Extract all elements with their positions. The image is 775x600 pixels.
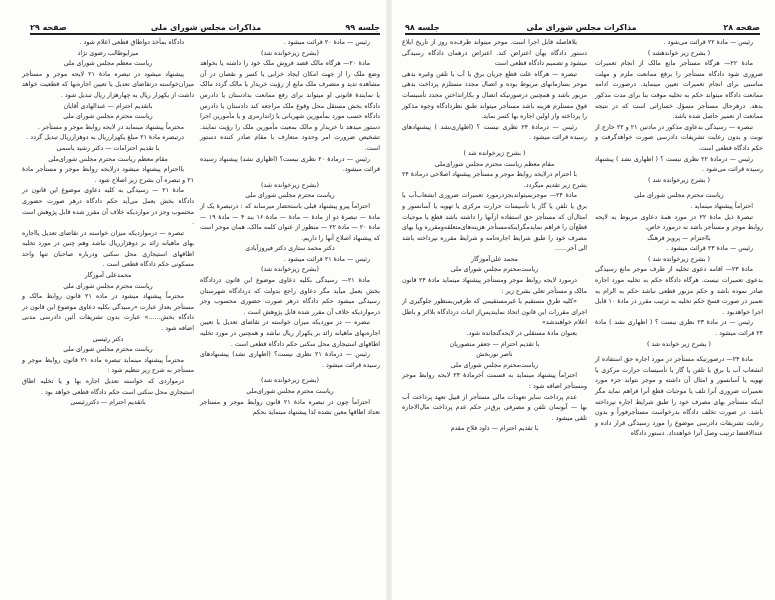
paragraph: درمورد لایحه روابط موجر ومستأجر پیشنهاد مینماید مادهٔ ۲۴ قانون مالک و مستأجر تعلی بشرح زیر : xyxy=(402,277,587,295)
centered-line: بااحترام — پرویز فرهنگ xyxy=(647,234,711,242)
centered-line: ریاست‌محترم مجلس شورای ملی xyxy=(450,361,539,369)
paragraph: تبصرهٔ ذیل مادهٔ ۲۲ در مورد همهٔ دعاوی مربوط به لایحه روابط موجر و مستأجر باشد نه درمورد خاص. xyxy=(595,213,763,232)
centered-line: (بشرح زیرخوانده شد) xyxy=(261,49,319,57)
centered-line: ( بشرح زیرخوانده شد ) xyxy=(463,149,526,157)
header-rule xyxy=(30,33,380,35)
paragraph: رئیس — درمادهٔ ۲۰ نظری نیست؟ (اظهاری نشد) پیشنهاد رسیده قرائت میشود. xyxy=(200,155,380,174)
text-column-left xyxy=(22,38,194,409)
centered-line: مقام معظم ریاست محترم مجلس شورای‌ملی xyxy=(48,155,168,163)
centered-line: ( بشرح زیرخوانده شد ) xyxy=(648,176,710,184)
paragraph: مادهٔ ۲۴— درصورتیکه مستأجر در مورد اجاره حق استفاده از انشعاب آب یا برق یا تلفن یا گاز یا تأسیسات حرارت مرکزی یا تهویه یا آسانسور و امثال آن داشته و موجر نتواند جزء مورد تعمیرات ضروری آنرا تلف یا موجبات قطع آنرا فراهم نماید مگر اینکه مستأجر بهای مصرف خود را طبق شرایط اجاره نپرداخته باشد. در صورت تخلف دادگاه بدرخواست مستأجرفوراً و بدون رعایت تشریفات دادرسی موضوع را مورد رسیدگی قرار داده و عندالاقتضا ترتیب وصل آنرا خواهدداد. دستور دادگاه xyxy=(595,356,763,438)
centered-line: ریاست محترم مجلس شورای ملی xyxy=(245,192,335,200)
centered-line: باتقدیم احترام — عبدالهادی آقایان xyxy=(63,102,153,110)
paragraph: مادهٔ ۲۲— هرگاه مستأجر مانع مالک از انجام تعمیرات ضروری شود دادگاه مستأجر را برفع ممانعت ملزم و مهلت مناسبی برای انجام تعمیرات تعیین مینماید. درصورت ادامه ممانعت دادگاه میتواند حکم به تخلیه موقت بنا برای مدت مذکور بدهد. درهرحال مستأجر مسؤل خساراتی است که در نتیجه ممانعت از تعمیر حاصل شده باشد. xyxy=(595,60,763,121)
book-gutter xyxy=(386,0,392,600)
centered-line: ریاست محترم مجلس شورای ملی xyxy=(63,346,153,354)
centered-line: ریاست محترم مجلس شورای‌ملی xyxy=(246,388,334,395)
session-number: جلسه ۹۹ xyxy=(345,22,380,32)
paragraph: درمواردی که خواسته تعدیل اجاره بها و یا تخلیه اطاق استیجاری محل سکنی است حکم دادگاه قطعی خواهد بود . xyxy=(22,378,194,396)
running-title: مذاکرات مجلس شورای ملی xyxy=(150,22,262,32)
page-number: صفحه ۲۸ xyxy=(723,22,760,32)
paragraph: مادهٔ ۲۱ — رسیدگی به کلیه دعاوی موضوع این قانون در دادگاه بخش بعمل می‌آید حکم دادگاه درهر صورت حضوری محسوب وجز در مواردیکه خلاف آن مقرر شده قابل پژوهش است . xyxy=(22,187,194,227)
centered-line: دکتر رئیسی xyxy=(92,335,124,343)
centered-line: محمد علی‌آموزگار xyxy=(471,255,518,263)
paragraph: رئیس — مادهٔ ۲۲ قرائت می‌شود . xyxy=(663,39,753,46)
centered-line: ریاست محترم مجلس شورای ملی xyxy=(63,282,153,290)
paragraph: محترماً پیشنهاد میشود در ماده ۲۱ قانون روابط مالک و مستأجر بعداز عبارت «رسیدگی بکلیه دعاوی موضوع این قانون در دادگاه بخش......» عبارت بدون تشریفات آئین دادرسی مدنی اضافه شود . xyxy=(22,293,194,333)
paragraph: مادهٔ ۲۴— موجرنمیتواندبجزدرمورد تعمیرات ضروری انشعاب‌آب یا برق یا تلفن یا گاز یا تأسیسات حرارت مرکزی یا تهویه یا آسانسور و امثال‌آن که مستأجر حق استفاده ازآنها را داشته باشد قطع یا موجبات قطع‌آن را فراهم نماید‌مگراینکه‌مستأجر هزینه‌های‌متعلقه‌ومقرره ویا بهای مصرف خود را طبق شرایط اجاره‌نامه و شرایط مقرره نپرداخته باشد الی آخر...... xyxy=(402,192,587,253)
paragraph: تبصره — هرگاه علت قطع جریان برق یا آب یا تلفن وغیره بدهی موجر بسازمانهای مربوط بوده و اتصال مجدد مستلزم پرداخت بدهی مزبور باشد و همچنین درصورتیکه اتصال و بکارانداختن مجدد تأسیسات فوق مستلزم هزینه باشد مستأجر میتواند طبق نظردادگاه وجوه مذکور را پرداخته واز اولین اجاره بها کسر نماید. xyxy=(402,70,587,121)
paragraph: بااحترام پیشنهاد میشود درلایحه روابط موجر و مستأجر مادهٔ ۲۱ و تبصره آن بشرح زیر اصلاح شود . xyxy=(22,166,194,184)
centered-line: با تقدیم احترامات — دکتر رشید یاسمی xyxy=(56,144,160,152)
paragraph: تبصره — در موردیکه میزان خواسته در تقاضای تعدیل یا تعیین اجاره‌بهای ماهیانه زائد بر یکهزار ریال نباشد و همچنین در مورد تخلیه اطاقهای استیجاری محل سکنی حکم دادگاه قطعی است . xyxy=(200,319,380,348)
paragraph: احتراماً چون در تبصره مادهٔ ۲۱ قانون روابط موجر و مستاجر تعداد اطاقها معین نشده لذا پیشنهاد مینماید بحکم xyxy=(200,398,380,417)
running-title: مذاکرات مجلس شورای ملی xyxy=(526,22,637,32)
paragraph: مادهٔ ۲۱— رسیدگی بکلیه دعاوی موضوع این قانون دردادگاه بخش بعمل میآید مگر دعاوی راجع بدولت که دردادگاه شهرستان رسیدگی میشود حکم دادگاه درهر صورت حضوری محسوب وجز درمواردیکه خلاف آن مقرر شده قابل پژوهش است . xyxy=(200,277,380,316)
page-header xyxy=(30,20,380,34)
centered-line: ریاست‌محترم مجلس شورای ملی xyxy=(450,266,539,274)
centered-line: با تقدیم احترام — داود فلاح مقدم xyxy=(450,425,539,433)
paragraph: رئیس — مادهٔ ۲۳ قرائت میشود . xyxy=(666,245,753,253)
centered-line: دکتر محمد ستاری دکتر فیروزآبادی xyxy=(245,245,335,253)
paragraph: بعنوان مادهٔ مستقلی در لایحه‌گنجانده شود. xyxy=(466,330,577,338)
centered-line: ریاست محترم مجلس شورای ملی xyxy=(634,192,724,200)
paragraph: تبصره — رسیدگی بدعاوی مذکور در مادتین ۲۱ و ۲۲ خارج از نوبت و بدون رعایت تشریفات دادرسی صورت خواهدگرفت و حکم دادگاه قطعی است. xyxy=(595,123,763,152)
paragraph: دادگاه بمأخذ دواطاق قطعی اعلام شود . xyxy=(79,39,184,46)
centered-line: ریاست محترم مجلس شورای ملی xyxy=(63,113,153,121)
text-column-left xyxy=(402,38,587,435)
paragraph: مادهٔ ۲۳— اقامه دعوی تخلیه از طرف موجر مانع رسیدگی بدعوی تعمیرات نیست. هرگاه دادگاه حکم به تخلیه مورد اجاره صادر نموده باشد و حکم مزبور قطعی نباشد حکم به الزام به تعمیر در صورت فسخ حکم تخلیه به ترتیب مقرر در مادهٔ ۱۰ قابل اجرا خواهدبود . xyxy=(595,266,764,316)
text-column-right xyxy=(595,38,763,440)
paragraph: «کلیه طرق مستقیم یا غیرمستقیمی که طرفین‌بمنظور جلوگیری از اجرای مقررات این قانون اتخاذ نمایندپس‌از اثبات دردادگاه بلااثر و باطل اعلام خواهندشد» xyxy=(402,298,587,327)
paragraph: رئیس — درمادهٔ ۲۲ نظری نیست ؟ ( اظهاری نشد ) پیشنهاد رسیده قرائت می‌شود . xyxy=(595,155,763,174)
centered-line: با تقدیم احترام — جعفر منصوریان xyxy=(449,340,540,348)
paragraph: احتراماً پیشنهاد مینماید به قسمت آخرمادهٔ ۲۴ لایحه روابط موجر ومستأجر اضافه شود : xyxy=(402,372,587,390)
text-column-right xyxy=(200,38,380,419)
right-page xyxy=(390,0,775,600)
centered-line: (بشرح زیرخوانده شد) xyxy=(261,181,319,189)
paragraph: رئیس — درمادهٔ ۲۱ نظری نیست؟ (اظهاری نشد) پیشنهادهای رسیده قرائت میشود . xyxy=(200,351,380,369)
paragraph: محترماً پیشنهاد مینماید در لایحه روابط موجر و مستأجر . xyxy=(37,123,184,131)
centered-line: ریاست معظم مجلس شورای ملی xyxy=(63,60,153,68)
centered-line: ( بشرح زیرخوانده شد ) xyxy=(648,255,710,263)
paragraph: با احترام درلایحه روابط موجر و مستأجر پیشنهاد اصلاحی درمادهٔ ۲۴ بشرح زیر تقدیم میگردد. xyxy=(402,171,587,189)
paragraph: تبصره — درمواردیکه میزان خواسته در تقاضای تعدیل یااجاره بهای ماهیانه زائد بر دوهزارریال نباشد وهم چنین در مورد تخلیه اطاقهای استیجاری محل سکنی ودرباره صاحبان تنها واحد مسکونی حکم دادگاه قطعی است . xyxy=(22,229,194,269)
paragraph: احتراماً پیشنهاد مینماید . xyxy=(690,202,753,210)
page-header xyxy=(405,20,760,34)
session-number: جلسه ۹۸ xyxy=(405,22,440,32)
page-number: صفحه ۲۹ xyxy=(30,22,67,32)
paragraph: احتراماً پیرو پیشنهاد قبلی باستحضار میرساند که : درتبصرهٔ یک از مادهٔ — تبصرهٔ دو از مادهٔ — مادهٔ — مادهٔ ۱۶ بند ۴ — مادهٔ ۱۹ — مادهٔ ۲۰ — مادهٔ ۲۲ — منظور از عنوان کلمه مالک، همان موجر است که پیشنهاد اصلاح آنها را داریم. xyxy=(200,202,380,242)
centered-line: ( بشرح زیر خواندهشد ) xyxy=(647,49,711,57)
centered-line: میرابوطالب رضوی نژاد xyxy=(77,49,139,57)
centered-line: ناصر نوربخش xyxy=(476,351,513,359)
centered-line: (بشرح زیرخوانده شد) xyxy=(261,377,319,385)
paragraph: رئیس — مادهٔ ۲۱ قرائت میشود . xyxy=(283,255,370,263)
paragraph: درتبصره مادهٔ ۲۱ مبلغ یکهزارریال به دوهزارریال تبدیل گردد . xyxy=(26,134,184,142)
paragraph: پیشنهاد میشود در تبصره مادهٔ ۲۱ لایحه موجر و مستأجر میزان‌خواسته درتقاضای تعدیل یا تعیین اجاره‌بها که قطعیت خواهد داشت از یکهزار ریال به چهارهزار ریال تبدیل شود . xyxy=(22,70,194,99)
centered-line: محمدعلی آموزگار xyxy=(84,272,132,280)
paragraph: رئیس — درمادهٔ ۲۴ نظری نیست ؟ (اظهاری‌نشد ) پیشنهادهای رسیده قرائت میشود . xyxy=(402,123,587,142)
centered-line: باتقدیم احترام — دکتررئیسی xyxy=(70,399,146,407)
paragraph: مادهٔ ۲۰— هرگاه مالک قصد فروش ملک خود را داشته یا بخواهد وضع ملک را از جهت امکان ایجاد خرابی یا کسر و نقصان در آن مشاهده تدید و متصرف ملک مانع از رؤیت خریدار یا مالک گردد مالک یا نمایندهٔ قانونی او میتواند برای رفع ممانعت بدادستان یا دادرس دادگاه بخش مستقل محل وقوع ملک مراجعه کند دادستان یا دادرس دادگاه حسب مورد بمأمورین شهربانی یا ژاندارمری و یا مأمورین اجرا دستور میدهد تا خریدار و مالک بمعیت مأمورین ملک را رؤیت نمایند. تشخیص ضرورت امر وحدود متعارف با مقام صادر کننده دستور است. xyxy=(200,60,380,152)
header-rule xyxy=(405,33,760,35)
centered-line: (بشرح زیرخوانده شد) xyxy=(261,266,319,274)
paragraph: رئیس — مادهٔ ۲۰ قرائت میشود . xyxy=(283,39,370,46)
paragraph: رئیس — در مادهٔ ۲۳ نظری نیست ؟ ( اظهاری نشد ) مادهٔ ۲۴ قرائت میشود . xyxy=(595,319,763,338)
paragraph: محترماً پیشنهاد مینماید تبصره ماده ۲۱ قانون روابط موجر و مستأجر به شرح زیر تنظیم شود : xyxy=(22,356,194,375)
centered-line: ( بشرح زیر خوانده شد ) xyxy=(647,340,711,348)
paragraph: عدم پرداخت سایر تعهدات مالی مستأجر از قبیل تعهد پرداخت آب بها — آبونمان تلفن و مصرفی برق‌در حکم عدم پرداخت مال‌الاجاره تلقی میشود . xyxy=(402,393,587,422)
centered-line: مقام معظم ریاست محترم مجلس شورای‌ملی xyxy=(434,160,555,168)
paragraph: بلافاصله قابل اجرا است. موجر میتواند ظرف‌ده روز از تاریخ ابلاغ دستور دادگاه بهآن اعتراض کند. اعتراض درهمان دادگاه رسیدگی میشود و تصمیم دادگاه قطعی است xyxy=(402,39,587,68)
